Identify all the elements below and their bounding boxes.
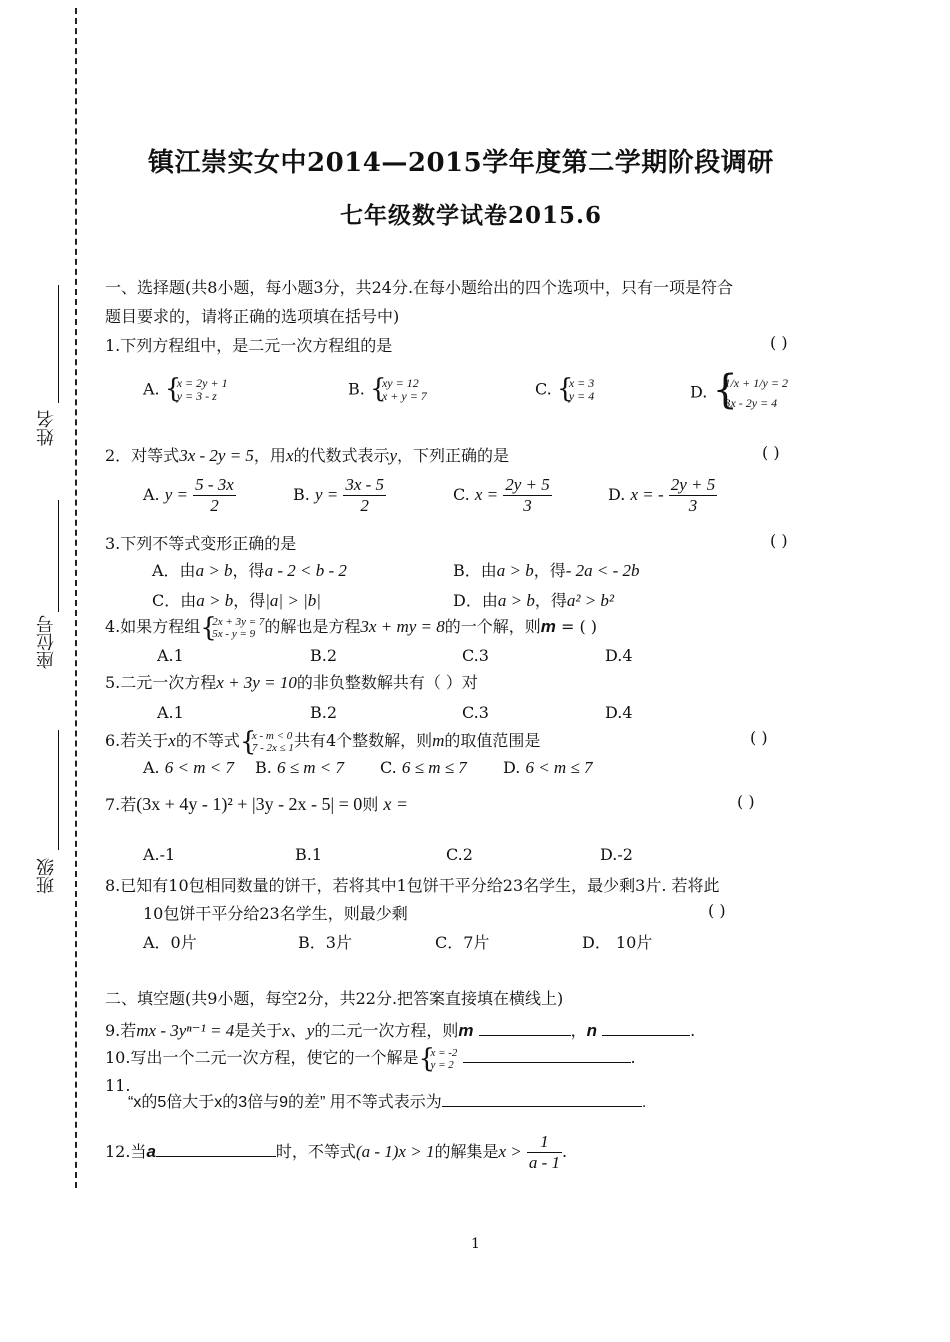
section2-heading: 二、填空题(共9小题，每空2分，共22分.把答案直接填在横线上) [105, 989, 564, 1008]
q2-option-c: C. x = $\frac{2y + 5}{3}$ [453, 475, 550, 515]
q1-a-system: { x = 2y + 1 y = 3 - z [165, 377, 228, 403]
q7-option-a: A.-1 [143, 845, 176, 864]
q4-option-b: B.2 [310, 646, 338, 665]
q2-c-fraction: $\frac{2y + 5}{3}$ [505, 475, 550, 515]
q5-option-a: A.1 [157, 703, 184, 722]
q8-option-a: A．0片 [143, 933, 197, 952]
q12-answer-blank[interactable] [156, 1156, 276, 1157]
q11-number: 11. [105, 1076, 131, 1095]
q7-option-b: B.1 [295, 845, 323, 864]
q7-option-c: C.2 [446, 845, 473, 864]
q1-b-system: { xy = 12 x + y = 7 [370, 377, 427, 403]
q10-stem: 10.写出一个二元一次方程，使它的一个解是 { x = -2 y = 2 . [105, 1045, 636, 1071]
class-label: 班级 [36, 858, 57, 894]
q1-stem: 1.下列方程组中，是二元一次方程组的是 [105, 336, 393, 355]
q2-answer-paren: ( ) [762, 443, 780, 462]
q6-system: { x - m < 0 7 - 2x ≤ 1 [240, 730, 294, 754]
q8-option-d: D． 10片 [582, 933, 653, 952]
q1-answer-paren: ( ) [770, 333, 788, 352]
seat-label: 座位号 [36, 615, 57, 669]
q2-option-d: D. x = - $\frac{2y + 5}{3}$ [608, 475, 716, 515]
name-blank-line [58, 285, 59, 403]
q1-c-system: { x = 3 y = 4 [557, 377, 594, 403]
q9-n-answer-blank[interactable] [602, 1035, 690, 1036]
q5-option-b: B.2 [310, 703, 338, 722]
q7-stem: 7.若(3x + 4y - 1)² + |3y - 2x - 5| = 0则 x = [105, 794, 409, 814]
q6-option-a: A. 6 < m < 7 [143, 758, 234, 777]
q8-answer-paren: ( ) [708, 901, 726, 920]
q10-answer-blank[interactable] [463, 1062, 631, 1063]
page-number: 1 [471, 1236, 480, 1252]
q2-equation: 3x - 2y = 5 [179, 446, 254, 465]
q12-result-fraction: $\frac{1}{a - 1}$ [528, 1132, 561, 1172]
q3-option-c: C．由a > b，得|a| > |b| [152, 591, 321, 610]
q1-c-label: C. [535, 379, 552, 399]
q9-m-answer-blank[interactable] [479, 1035, 571, 1036]
q9-stem: 9.若mx - 3yⁿ⁻¹ = 4是关于x、y的二元一次方程，则m ，n . [105, 1021, 696, 1040]
q3-answer-paren: ( ) [770, 531, 788, 550]
q6-option-c: C. 6 ≤ m ≤ 7 [380, 758, 467, 777]
q4-option-d: D.4 [605, 646, 633, 665]
q2-option-a: A. y = $\frac{5 - 3x}{2}$ [143, 475, 234, 515]
q2-a-fraction: $\frac{5 - 3x}{2}$ [195, 475, 234, 515]
q6-answer-paren: ( ) [750, 728, 768, 747]
q3-option-b: B．由a > b，得- 2a < - 2b [453, 561, 640, 580]
q3-option-a: A．由a > b，得a - 2 < b - 2 [152, 561, 347, 580]
q1-b-label: B. [348, 379, 365, 399]
binding-dashed-line [75, 8, 77, 1188]
class-blank-line [58, 730, 59, 850]
q6-stem: 6.若关于x的不等式 { x - m < 0 7 - 2x ≤ 1 共有4个整数解，则m的取值范围是 [105, 728, 540, 754]
q7-equation: (3x + 4y - 1)² + |3y - 2x - 5| = 0 [136, 794, 363, 814]
q1-option-c [535, 377, 594, 403]
q5-stem: 5.二元一次方程x + 3y = 10的非负整数解共有（ ）对 [105, 673, 478, 692]
name-label: 姓名 [36, 410, 57, 446]
q8-option-b: B．3片 [298, 933, 352, 952]
q1-option-b [348, 377, 427, 403]
q12-stem: 12.当a 时，不等式(a - 1)x > 1的解集是x > $\frac{1}{a - 1}$ . [105, 1132, 568, 1172]
q8-option-c: C．7片 [435, 933, 490, 952]
q4-option-c: C.3 [462, 646, 489, 665]
q4-stem: 4.如果方程组 { 2x + 3y = 7 5x - y = 9 的解也是方程3x + my = 8的一个解，则m = ( ) [105, 614, 597, 640]
section1-heading-line2: 题目要求的，请将正确的选项填在括号中) [105, 307, 400, 326]
q1-a-label: A. [143, 379, 160, 399]
q2-b-fraction: $\frac{3x - 5}{2}$ [345, 475, 385, 515]
q9-equation: mx - 3yⁿ⁻¹ = 4 [136, 1021, 235, 1040]
exam-subtitle: 七年级数学试卷2015.6 [340, 202, 603, 229]
q3-option-d: D．由a > b，得a² > b² [453, 591, 615, 610]
seat-blank-line [58, 500, 59, 612]
q8-line1: 8.已知有10包相同数量的饼干，若将其中1包饼干平分给23名学生，最少剩3片. 若将此 [105, 876, 720, 895]
q7-answer-paren: ( ) [737, 792, 755, 811]
exam-title: 镇江崇实女中2014—2015学年度第二学期阶段调研 [148, 148, 774, 178]
q1-option-d [690, 373, 788, 413]
q7-option-d: D.-2 [600, 845, 633, 864]
q2-stem: 2．对等式3x - 2y = 5，用x的代数式表示y，下列正确的是 [105, 446, 510, 465]
q8-line2: 10包饼干平分给23名学生，则最少剩 [143, 904, 408, 923]
q4-system: { 2x + 3y = 7 5x - y = 9 [200, 616, 264, 640]
q1-d-label: D. [690, 382, 708, 402]
q6-option-b: B. 6 ≤ m < 7 [255, 758, 345, 777]
q1-option-a [143, 377, 228, 403]
q10-system: { x = -2 y = 2 [418, 1047, 457, 1071]
section1-heading-line1: 一、选择题(共8小题，每小题3分，共24分.在每小题给出的四个选项中，只有一项是符合 [105, 278, 734, 297]
q11-answer-blank[interactable] [442, 1106, 642, 1107]
q2-d-fraction: $\frac{2y + 5}{3}$ [670, 475, 716, 515]
q5-option-c: C.3 [462, 703, 489, 722]
q4-option-a: A.1 [157, 646, 184, 665]
q5-option-d: D.4 [605, 703, 633, 722]
q3-stem: 3.下列不等式变形正确的是 [105, 534, 297, 553]
q11-stem: “x的5倍大于x的3倍与9的差” 用不等式表示为 . [128, 1094, 647, 1111]
q1-d-system: { 1/x + 1/y = 2 3x - 2y = 4 [712, 373, 788, 413]
q6-option-d: D. 6 < m ≤ 7 [503, 758, 593, 777]
q2-option-b: B. y = $\frac{3x - 5}{2}$ [293, 475, 385, 515]
